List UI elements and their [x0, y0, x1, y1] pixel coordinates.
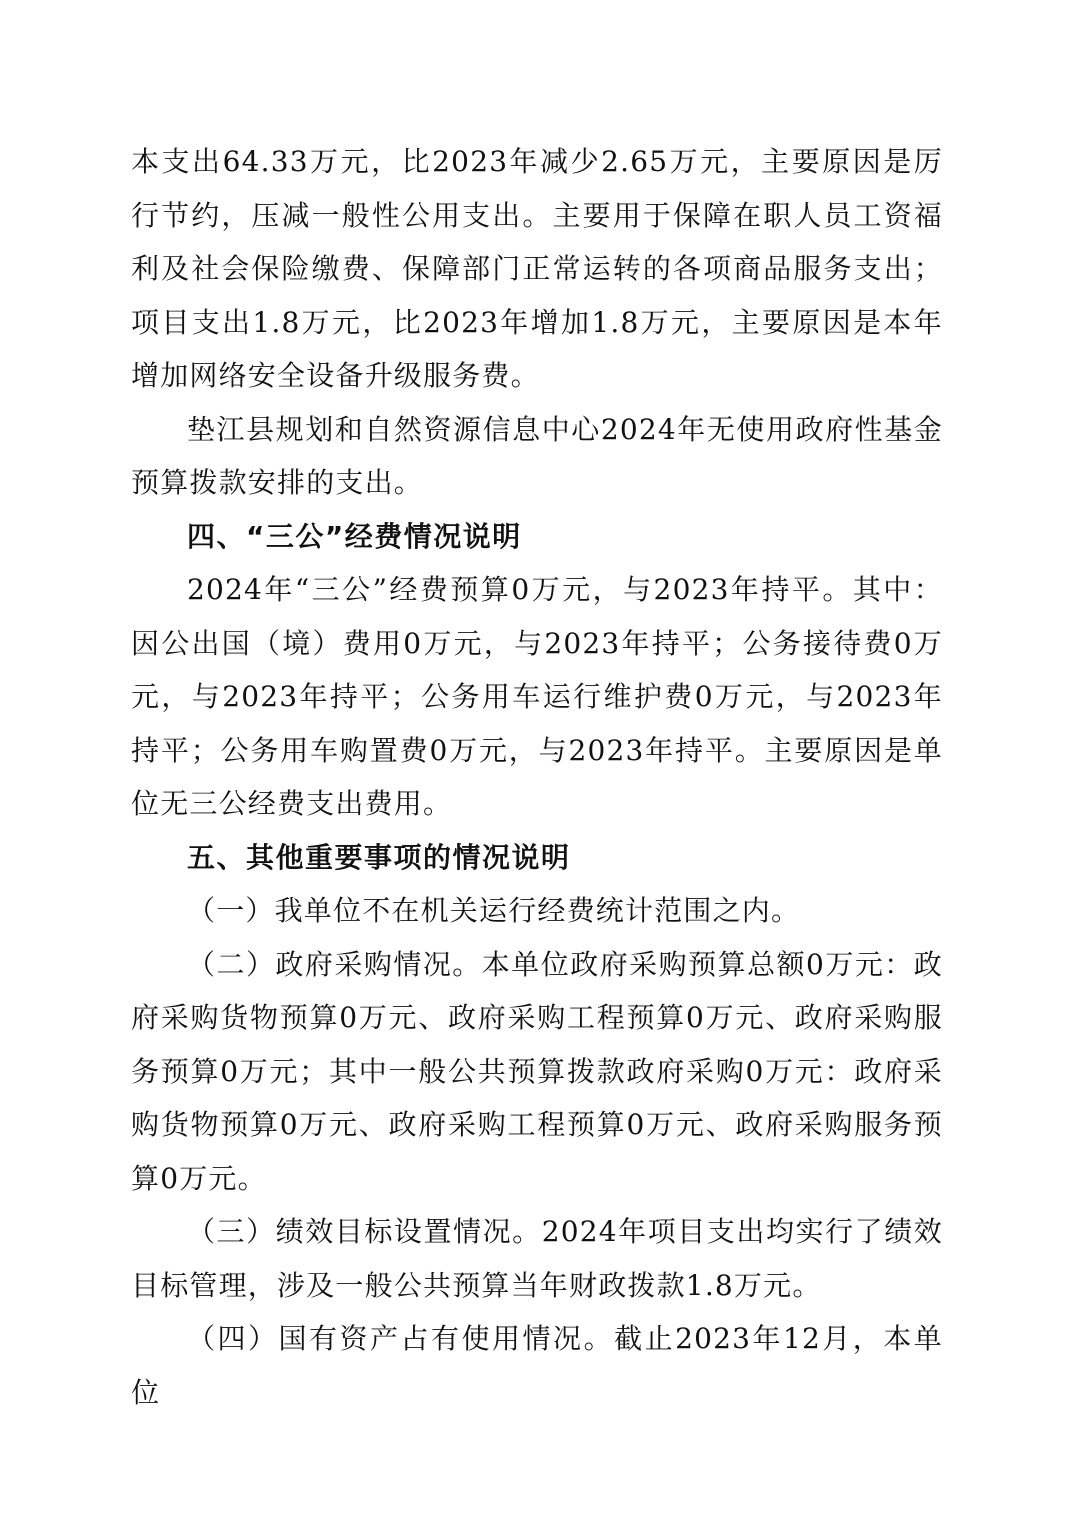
paragraph-item-3-performance: （三）绩效目标设置情况。2024年项目支出均实行了绩效目标管理，涉及一般公共预算当年财政拨款1.8万元。 — [131, 1215, 943, 1302]
paragraph-basic-expenditure: 本支出64.33万元，比2023年减少2.65万元，主要原因是厉行节约，压减一般性公用支出。主要用于保障在职人员工资福利及社会保险缴费、保障部门正常运转的各项商品服务支出；项目支出1.8万元，比2023年增加1.8万元，主要原因是本年增加网络安全设备升级服务费。 — [131, 145, 943, 392]
paragraph-item-1-operating-cost: （一）我单位不在机关运行经费统计范围之内。 — [187, 894, 801, 927]
section-heading-other-matters: 五、其他重要事项的情况说明 — [187, 840, 571, 874]
paragraph-three-public-budget: 2024年“三公”经费预算0万元，与2023年持平。其中：因公出国（境）费用0万元，与2023年持平；公务接待费0万元，与2023年持平；公务用车运行维护费0万元，与2023年持平；公务用车购置费0万元，与2023年持平。主要原因是单位无三公经费支出费用。 — [131, 573, 943, 820]
document-page — [131, 135, 943, 1419]
paragraph-item-4-assets: （四）国有资产占有使用情况。截止2023年12月，本单位 — [131, 1322, 943, 1409]
section-heading-three-public: 四、“三公”经费情况说明 — [187, 519, 522, 553]
paragraph-item-2-procurement: （二）政府采购情况。本单位政府采购预算总额0万元：政府采购货物预算0万元、政府采购工程预算0万元、政府采购服务预算0万元；其中一般公共预算拨款政府采购0万元：政府采购货物预算0万元、政府采购工程预算0万元、政府采购服务预算0万元。 — [131, 947, 943, 1195]
paragraph-government-fund: 垫江县规划和自然资源信息中心2024年无使用政府性基金预算拨款安排的支出。 — [131, 412, 943, 499]
